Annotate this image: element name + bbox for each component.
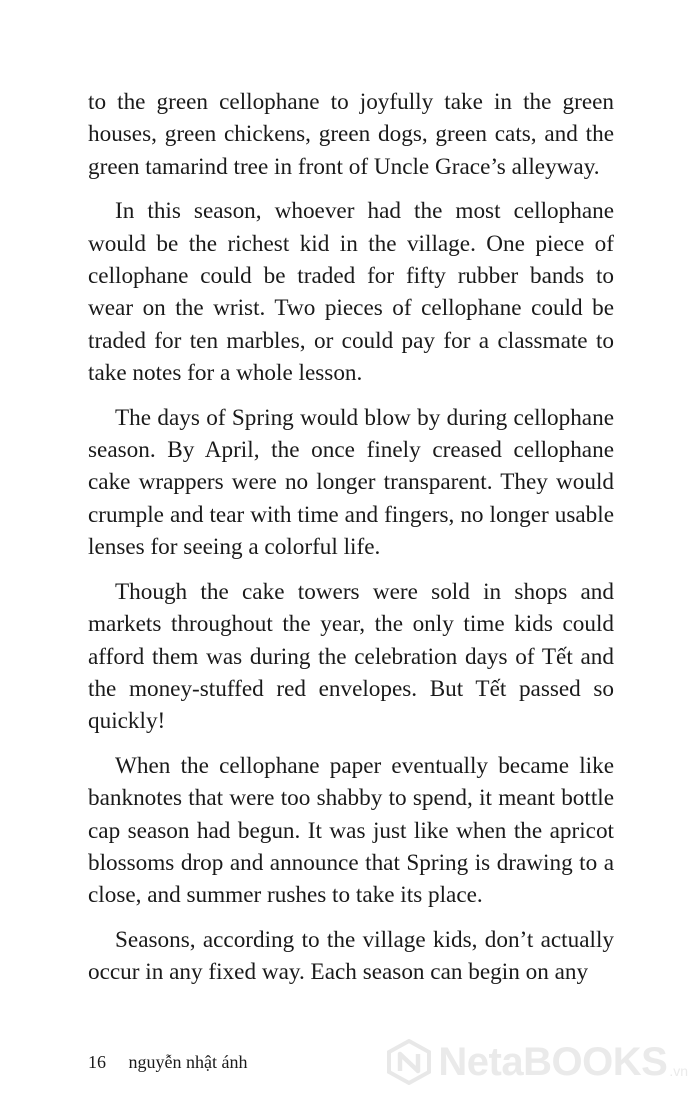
page-number: 16 (88, 1052, 106, 1072)
author-name: nguyễn nhật ánh (128, 1052, 248, 1072)
netabooks-logo-icon (386, 1039, 432, 1085)
watermark-suffix: .vn (669, 1063, 688, 1079)
paragraph: In this season, whoever had the most cellophane would be the richest kid in the village. One piece of cellophane could be traded for fifty rubber bands to wear on the wrist. Two pieces of cellophane could be traded for ten marbles, or could pay for a classmate to take notes for a whole lesson. (88, 198, 614, 387)
paragraph: When the cellophane paper eventually became like banknotes that were too shabby to spend, it meant bottle cap season had begun. It was just like when the apricot blossoms drop and announce that Spring is drawing to a close, and summer rushes to take its place. (88, 752, 614, 909)
paragraph: Seasons, according to the village kids, don’t actually occur in any fixed way. Each season can begin on any (88, 926, 614, 986)
paragraph: The days of Spring would blow by during cellophane season. By April, the once finely creased cellophane cake wrappers were no longer transparent. They would crumple and tear with time and fingers, no longer usable lenses for seeing a colorful life. (88, 404, 614, 561)
paragraph: Though the cake towers were sold in shops and markets throughout the year, the only time kids could afford them was during the celebration days of Tết and the money-stuffed red envelopes. But Tết passed so quickly! (88, 578, 614, 735)
page-footer (88, 1052, 247, 1073)
watermark-brand: NetaBOOKS (438, 1039, 668, 1084)
paragraph: to the green cellophane to joyfully take in the green houses, green chickens, green dogs, green cats, and the green tamarind tree in front of Uncle Grace’s alleyway. (88, 89, 614, 180)
page-body (88, 86, 614, 1001)
watermark (386, 1039, 688, 1085)
